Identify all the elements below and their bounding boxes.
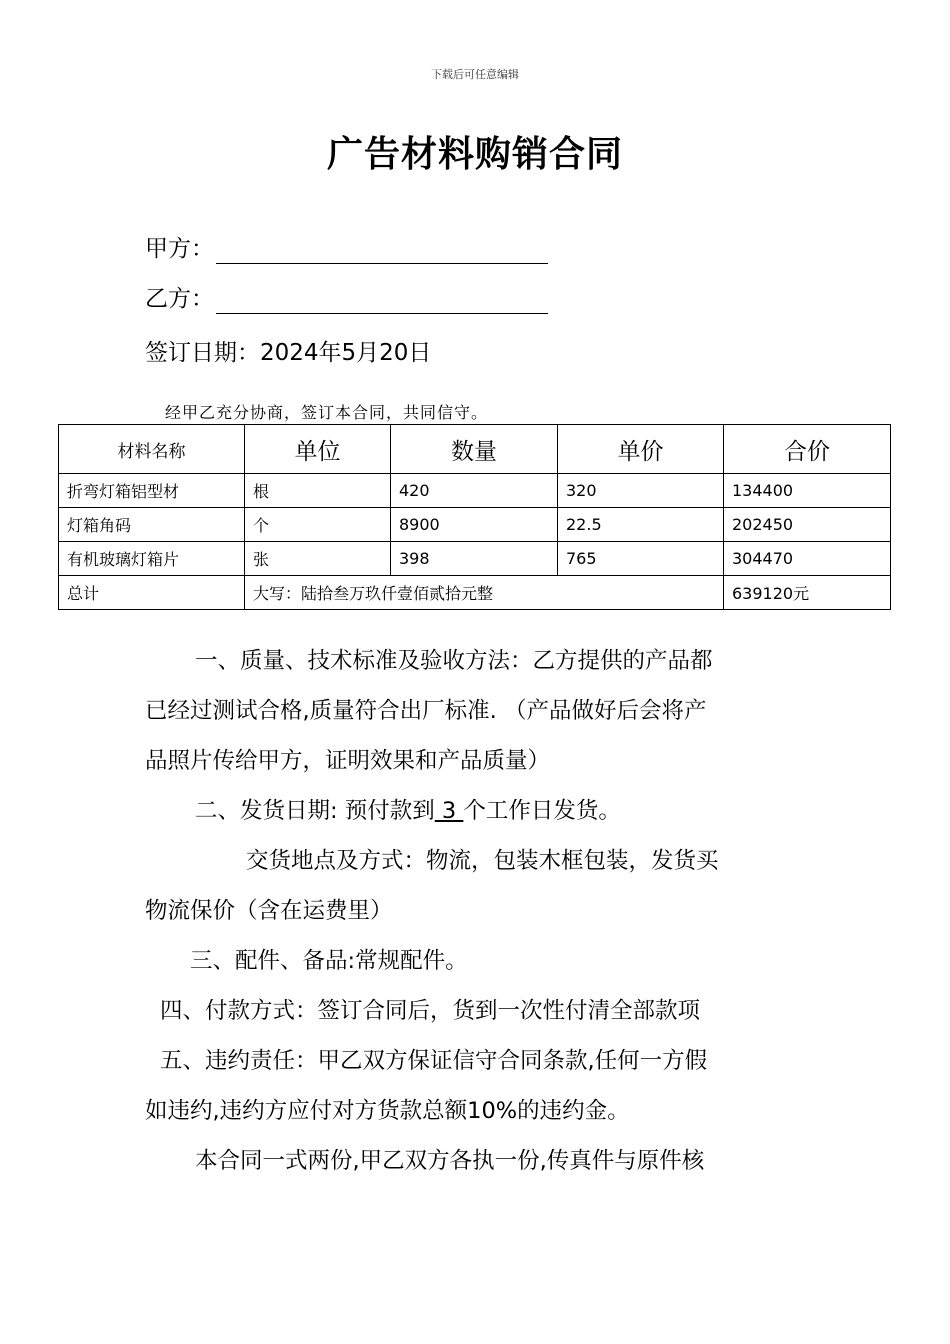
header-amount: 合价 xyxy=(724,425,891,474)
cell: 根 xyxy=(245,474,391,508)
table-total-row xyxy=(59,576,891,610)
cell: 304470 xyxy=(724,542,891,576)
cell: 有机玻璃灯箱片 xyxy=(59,542,245,576)
party-b-label: 乙方： xyxy=(145,286,214,312)
table-row xyxy=(59,508,891,542)
cell: 398 xyxy=(391,542,558,576)
cell: 灯箱角码 xyxy=(59,508,245,542)
header-note: 下载后可任意编辑 xyxy=(431,68,519,81)
clause-5-line-1: 五、违约责任：甲乙双方保证信守合同条款,任何一方假 xyxy=(160,1048,708,1074)
header-unit: 单位 xyxy=(245,425,391,474)
total-in-words: 大写：陆拾叁万玖仟壹佰贰拾元整 xyxy=(245,576,724,610)
intro-text: 经甲乙充分协商，签订本合同，共同信守。 xyxy=(165,403,489,422)
clause-6-line-1: 本合同一式两份,甲乙双方各执一份,传真件与原件核 xyxy=(195,1148,705,1174)
cell: 134400 xyxy=(724,474,891,508)
cell: 765 xyxy=(558,542,724,576)
party-b-line xyxy=(145,284,548,314)
table-row xyxy=(59,542,891,576)
clause-2-line-3: 物流保价（含在运费里） xyxy=(145,898,393,924)
clause-2-suffix: 个工作日发货。 xyxy=(463,798,621,824)
clause-2-line-1 xyxy=(195,786,621,836)
cell: 折弯灯箱铝型材 xyxy=(59,474,245,508)
clause-1-line-3: 品照片传给甲方，证明效果和产品质量） xyxy=(145,748,551,774)
cell: 420 xyxy=(391,474,558,508)
clause-2-prefix: 二、发货日期: 预付款到 xyxy=(195,798,435,824)
table-row xyxy=(59,474,891,508)
header-material: 材料名称 xyxy=(59,425,245,474)
cell: 个 xyxy=(245,508,391,542)
cell: 8900 xyxy=(391,508,558,542)
cell: 320 xyxy=(558,474,724,508)
header-unit-price: 单价 xyxy=(558,425,724,474)
cell: 张 xyxy=(245,542,391,576)
total-value: 639120元 xyxy=(724,576,891,610)
delivery-days: 3 xyxy=(434,798,464,824)
sign-date: 签订日期：2024年5月20日 xyxy=(145,340,432,366)
party-a-blank xyxy=(216,239,548,264)
goods-table xyxy=(58,424,891,610)
table-header-row xyxy=(59,425,891,474)
cell: 202450 xyxy=(724,508,891,542)
party-a-line xyxy=(145,234,548,264)
cell: 22.5 xyxy=(558,508,724,542)
clause-1-line-1: 一、质量、技术标准及验收方法：乙方提供的产品都 xyxy=(195,648,713,674)
clause-4: 四、付款方式：签订合同后，货到一次性付清全部款项 xyxy=(160,998,701,1024)
clause-1-line-2: 已经过测试合格,质量符合出厂标准. （产品做好后会将产 xyxy=(145,698,707,724)
total-label: 总计 xyxy=(59,576,245,610)
clause-5-line-2: 如违约,违约方应付对方货款总额10%的违约金。 xyxy=(145,1098,630,1124)
party-a-label: 甲方： xyxy=(145,236,214,262)
header-quantity: 数量 xyxy=(391,425,558,474)
clause-3: 三、配件、备品:常规配件。 xyxy=(190,948,468,974)
contract-title: 广告材料购销合同 xyxy=(326,134,623,175)
clause-2-line-2: 交货地点及方式：物流，包装木框包装，发货买 xyxy=(246,848,719,874)
party-b-blank xyxy=(216,289,548,314)
